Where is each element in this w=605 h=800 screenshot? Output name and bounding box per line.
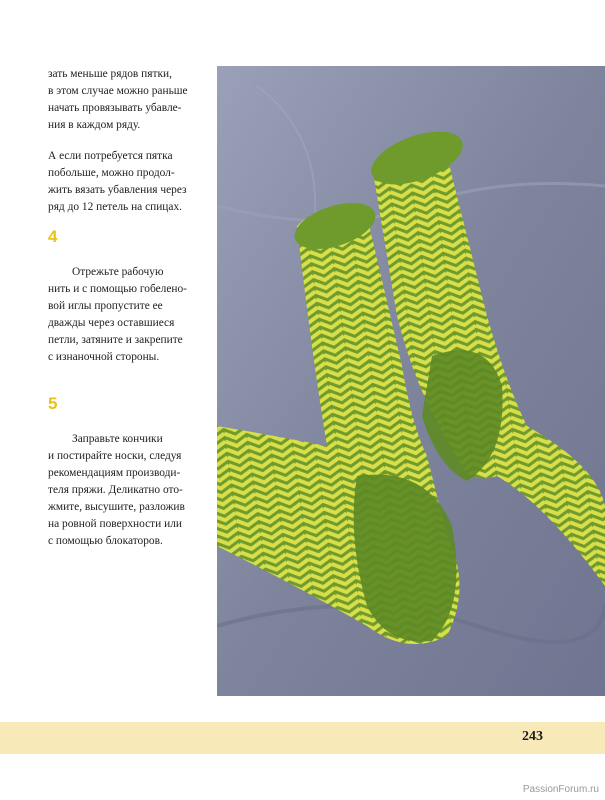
step-5-number: 5 bbox=[48, 394, 58, 413]
step-4-number: 4 bbox=[48, 227, 58, 246]
paragraph-heel-shorter: зать меньше рядов пятки, в этом случае можно раньше начать провязывать убавле- ния в каждом ряду. bbox=[48, 68, 188, 131]
watermark: PassionForum.ru bbox=[522, 784, 599, 795]
step-4 bbox=[48, 227, 206, 383]
step-4-text: Отрежьте рабочую нить и с помощью гобелено- вой иглы пропустите ее дважды через оставшиеся петли, затяните и закрепите с изнаночной стороны. bbox=[48, 266, 187, 363]
socks-photo bbox=[217, 66, 605, 696]
step-5-text: Заправьте кончики и постирайте носки, следуя рекомендациям производи- теля пряжи. Деликатно ото- жмите, высушите, разложив на ровной поверхности или с помощью блокаторов. bbox=[48, 433, 185, 547]
page-number: 243 bbox=[522, 729, 543, 744]
socks-illustration bbox=[217, 66, 605, 696]
text-column bbox=[48, 66, 206, 581]
footer-band bbox=[0, 722, 605, 754]
step-5 bbox=[48, 394, 206, 567]
paragraph-heel-larger: А если потребуется пятка побольше, можно продол- жить вязать убавления через ряд до 12 петель на спицах. bbox=[48, 150, 187, 213]
